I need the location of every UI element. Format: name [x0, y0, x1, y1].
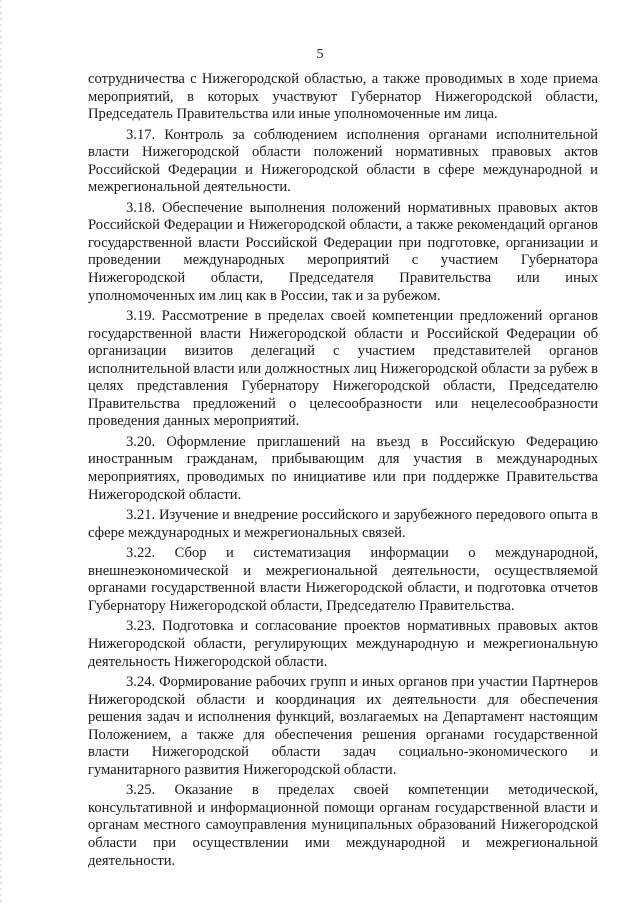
- paragraph-3-19: 3.19. Рассмотрение в пределах своей компетенции предложений органов государственной власти Нижегородской области и Российской Федерации об организации визитов делегаций с участием представителей органов исполнительной власти или должностных лиц Нижегородской области за рубеж в целях представления Губернатору Нижегородской области, Председателю Правительства предложений о целесообразности или нецелесообразности проведения данных мероприятий.: [88, 308, 598, 430]
- document-body: [88, 71, 598, 870]
- paragraph-3-25: 3.25. Оказание в пределах своей компетенции методической, консультативной и информационной помощи органам государственной власти и органам местного самоуправления муниципальных образований Нижегородской области при осуществлении ими международной и межрегиональной деятельности.: [88, 782, 598, 869]
- paragraph-continuation: сотрудничества с Нижегородской областью, а также проводимых в ходе приема мероприятий, в которых участвуют Губернатор Нижегородской области, Председатель Правительства или иные уполномоченные им лица.: [88, 71, 598, 123]
- paragraph-3-23: 3.23. Подготовка и согласование проектов нормативных правовых актов Нижегородской области, регулирующих международную и межрегиональную деятельность Нижегородской области.: [88, 618, 598, 670]
- paragraph-3-22: 3.22. Сбор и систематизация информации о международной, внешнеэкономической и межрегиональной деятельности, осуществляемой органами государственной власти Нижегородской области, и подготовка отчетов Губернатору Нижегородской области, Председателю Правительства.: [88, 545, 598, 614]
- page-number: 5: [316, 47, 324, 62]
- paragraph-3-20: 3.20. Оформление приглашений на въезд в Российскую Федерацию иностранным гражданам, прибывающим для участия в международных мероприятиях, проводимых по инициативе или при поддержке Правительства Нижегородской области.: [88, 433, 598, 503]
- paragraph-3-18: 3.18. Обеспечение выполнения положений нормативных правовых актов Российской Федерации и Нижегородской области, а также рекомендаций органов государственной власти Российской Федерации при подготовке, организации и проведении международных мероприятий с участием Губернатора Нижегородской области, Председателя Правительства или иных уполномоченных им лиц как в России, так и за рубежом.: [88, 199, 598, 304]
- paragraph-3-21: 3.21. Изучение и внедрение российского и зарубежного передового опыта в сфере международных и межрегиональных связей.: [88, 507, 598, 541]
- scan-edge-marks: [0, 0, 2, 905]
- paragraph-3-24: 3.24. Формирование рабочих групп и иных органов при участии Партнеров Нижегородской области и координация их деятельности для обеспечения решения задач и исполнения функций, возлагаемых на Департамент настоящим Положением, а также для обеспечения решения органами государственной власти Нижегородской области задач социально-экономического и гуманитарного развития Нижегородской области.: [88, 674, 598, 778]
- paragraph-3-17: 3.17. Контроль за соблюдением исполнения органами исполнительной власти Нижегородской области положений нормативных правовых актов Российской Федерации и Нижегородской области в сфере международной и межрегиональной деятельности.: [88, 126, 598, 196]
